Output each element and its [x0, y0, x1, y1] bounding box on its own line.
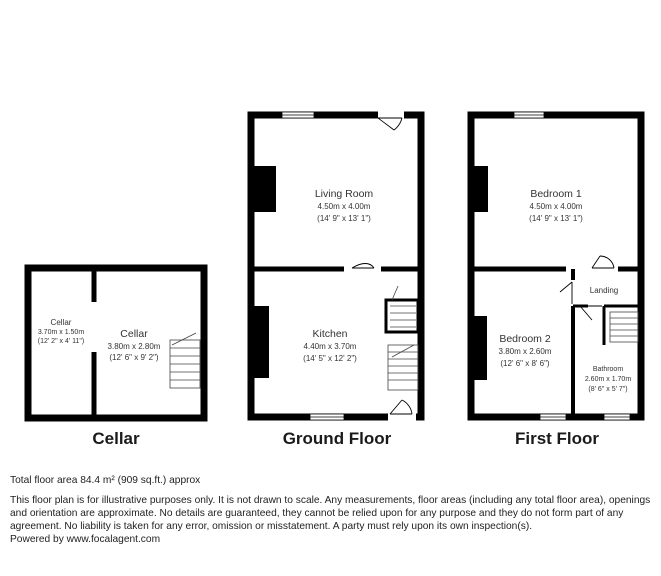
cellar-stairs: [170, 333, 200, 388]
landing-name: Landing: [589, 286, 619, 295]
living-room-chimney: [251, 166, 276, 212]
disclaimer-text: This floor plan is for illustrative purposes only. It is not drawn to scale. Any measurements, floor areas (including any total floor area), openings and orientation are approximate. No details are guaranteed, they cannot be relied upon for any purpose and they do not form part of any agreement. No liability is taken for any error, omission or misstatement. A party must rely upon its own inspection(s).: [10, 495, 651, 532]
cellar-2-metric: 3.80m x 2.80m: [107, 342, 161, 351]
ground-floor-plan: [251, 111, 421, 448]
bedroom-1-door: [592, 256, 614, 268]
ground-floor-label: Ground Floor: [282, 429, 392, 448]
ground-lower-stairs: [388, 345, 418, 390]
bedroom-2-name: Bedroom 2: [499, 333, 551, 345]
kitchen-imperial: (14' 5" x 12' 2"): [303, 354, 357, 363]
first-floor-label: First Floor: [514, 429, 600, 448]
kitchen-metric: 4.40m x 3.70m: [303, 342, 357, 351]
kitchen-chimney: [251, 306, 269, 378]
cellar-1-name: Cellar: [50, 318, 72, 327]
kitchen-back-door: [390, 400, 412, 414]
kitchen-internal-door: [352, 264, 374, 269]
bathroom-door: [580, 306, 602, 320]
bedroom-2-metric: 3.80m x 2.60m: [498, 347, 552, 356]
cellar-1-imperial: (12' 2" x 4' 11"): [37, 338, 85, 345]
ground-outer-wall: [251, 115, 421, 417]
cellar-1-metric: 3.70m x 1.50m: [37, 329, 85, 336]
bedroom-1-metric: 4.50m x 4.00m: [529, 202, 583, 211]
living-room-name: Living Room: [314, 188, 374, 200]
bedroom-1-name: Bedroom 1: [530, 188, 582, 200]
bedroom-2-door: [560, 282, 572, 304]
living-room-metric: 4.50m x 4.00m: [317, 202, 371, 211]
powered-by-link[interactable]: Powered by www.focalagent.com: [10, 534, 161, 545]
plan-footer: [10, 474, 655, 546]
ground-upper-stairs: [390, 286, 416, 327]
bathroom-imperial: (8' 6" x 5' 7"): [588, 386, 628, 393]
living-room-front-door: [378, 118, 402, 130]
cellar-2-imperial: (12' 6" x 9' 2"): [109, 353, 159, 362]
bedroom-2-imperial: (12' 6" x 8' 6"): [500, 359, 550, 368]
total-floor-area: Total floor area 84.4 m² (909 sq.ft.) approx: [10, 475, 201, 486]
bathroom-name: Bathroom: [592, 366, 624, 373]
cellar-2-name: Cellar: [120, 328, 148, 340]
bedroom-1-chimney: [471, 166, 488, 212]
cellar-floor-label: Cellar: [92, 429, 140, 448]
cellar-plan: [28, 268, 204, 448]
bedroom-1-imperial: (14' 9" x 13' 1"): [529, 214, 583, 223]
bathroom-metric: 2.60m x 1.70m: [584, 376, 632, 383]
living-room-imperial: (14' 9" x 13' 1"): [317, 214, 371, 223]
first-floor-plan: [471, 112, 641, 448]
bedroom-2-chimney: [471, 316, 487, 380]
first-stairs: [610, 312, 638, 342]
kitchen-name: Kitchen: [312, 328, 348, 340]
